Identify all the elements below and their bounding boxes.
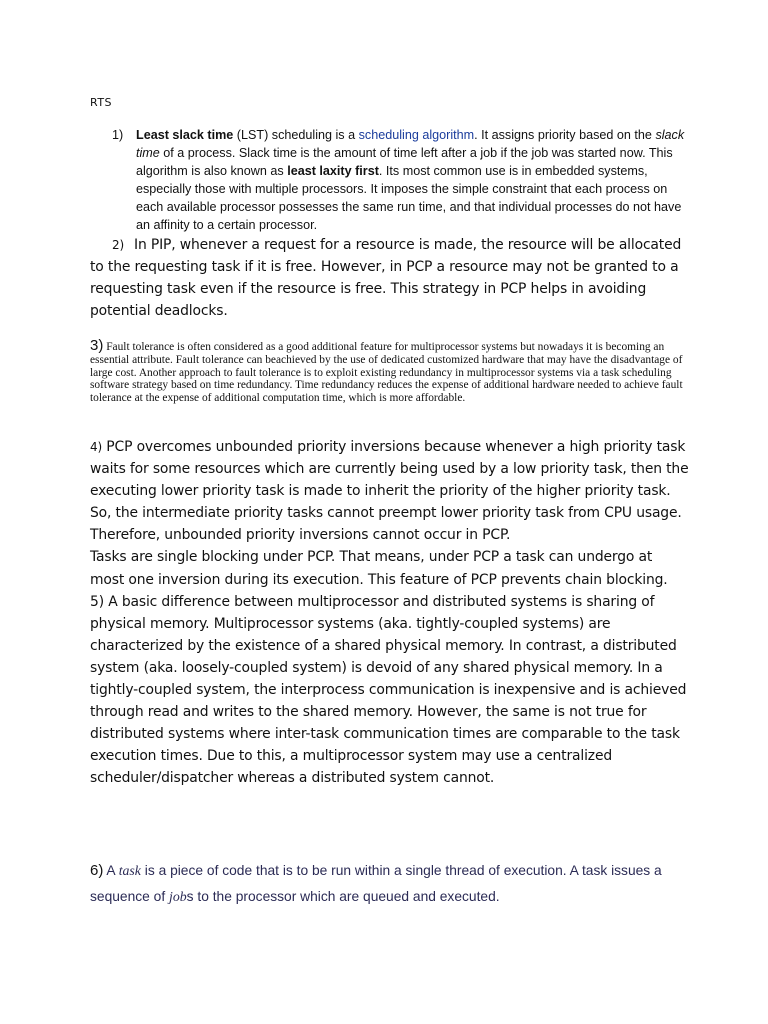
term-least-laxity-first: least laxity first bbox=[287, 164, 379, 179]
term-slack-time: slack time bbox=[136, 128, 685, 161]
item-1 bbox=[112, 126, 687, 235]
item-6-text-part: is a piece of code that is to be run within a single thread of execution. A task issues a sequence of bbox=[90, 863, 662, 904]
item-1-text-part: of a process. Slack time is the amount of time left after a job if the job was started now. This algorithm is also known as bbox=[136, 146, 673, 179]
document-heading: RTS bbox=[90, 96, 113, 109]
item-4-text: PCP overcomes unbounded priority inversions because whenever a high priority task waits for some resources which are currently being used by a low priority task, then the executing lower priority task is made to inherit the priority of the higher priority task. So, the intermediate priority tasks cannot preempt lower priority task from CPU usage. Therefore, unbounded priority inversions cannot occur in PCP. bbox=[90, 439, 689, 544]
term-job: job bbox=[169, 889, 187, 904]
item-2-text: In PIP, whenever a request for a resource is made, the resource will be allocated to the requesting task if it is free. However, in PCP a resource may not be granted to a requesting task even if the resource is free. This strategy in PCP helps in avoiding potential deadlocks. bbox=[90, 237, 682, 320]
item-1-text-part: . Its most common use is in embedded systems, especially those with multiple processors. It imposes the simple constraint that each process on each available processor possesses the same run time, and that individual processes do not have an affinity to a certain processor. bbox=[136, 164, 682, 233]
item-6-text-part: A bbox=[103, 863, 119, 878]
item-2-number: 2) bbox=[112, 238, 125, 252]
scheduling-algorithm-link[interactable]: scheduling algorithm bbox=[358, 128, 475, 142]
items-4-5 bbox=[90, 436, 690, 790]
item-5-text: A basic difference between multiprocessor and distributed systems is sharing of physical memory. Multiprocessor systems (aka. tightly-coupled systems) are characterized by the existence of a shared physical memory. In contrast, a distributed system (aka. loosely-coupled system) is devoid of any shared physical memory. In a tightly-coupled system, the interprocess communication is inexpensive and is achieved through read and writes to the shared memory. However, the same is not true for distributed systems where inter-task communication times are comparable to the task execution times. Due to this, a multiprocessor system may use a centralized scheduler/dispatcher whereas a distributed system cannot. bbox=[90, 593, 687, 787]
item-6-number: 6) bbox=[90, 862, 104, 879]
item-4-number: 4) bbox=[90, 440, 103, 454]
item-4 bbox=[90, 436, 690, 546]
item-6-text-part: s to the processor which are queued and executed. bbox=[186, 889, 500, 904]
item-4-continuation: Tasks are single blocking under PCP. That means, under PCP a task can undergo at most one inversion during its execution. This feature of PCP prevents chain blocking. bbox=[90, 549, 668, 588]
item-1-number: 1) bbox=[112, 128, 124, 142]
term-least-slack-time: Least slack time bbox=[136, 128, 234, 142]
item-1-text bbox=[136, 126, 687, 235]
item-3-text: Fault tolerance is often considered as a good additional feature for multiprocessor systems but nowadays it is becoming an essential attribute. Fault tolerance can beachieved by the use of dedicated customized hardware that may have the disadvantage of large cost. Another approach to fault tolerance is to exploit existing redundancy in multiprocessor systems via a task scheduling software strategy based on time redundancy. Time redundancy reduces the expense of additional hardware needed to achieve fault tolerance at the expense of additional computation time, which is more affordable. bbox=[90, 341, 683, 405]
item-3 bbox=[90, 337, 690, 405]
term-task: task bbox=[118, 863, 141, 878]
item-5 bbox=[90, 591, 690, 790]
item-1-text-part: (LST) scheduling is a bbox=[233, 128, 359, 142]
item-3-number: 3) bbox=[90, 337, 104, 354]
item-2 bbox=[90, 234, 690, 322]
item-1-text-part: . It assigns priority based on the bbox=[474, 128, 656, 142]
item-6 bbox=[90, 858, 690, 910]
item-5-number: 5) bbox=[90, 593, 104, 610]
